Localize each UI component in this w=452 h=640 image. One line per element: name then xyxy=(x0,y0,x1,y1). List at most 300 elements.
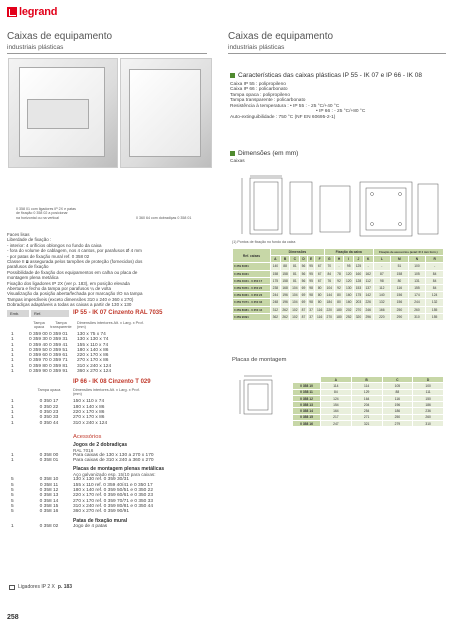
value-cell: 56 xyxy=(301,278,306,283)
value-cell: 76 xyxy=(324,277,334,284)
value-cell: 155 xyxy=(426,306,444,313)
ref-cell: 0 358 00 xyxy=(39,452,59,458)
dimensions-table xyxy=(232,248,444,321)
emb-cell: 5 xyxy=(11,488,14,494)
value-cell: 116 xyxy=(315,306,324,313)
photo-caption-left: 0 358 01 com ligadores IP 2X e patas de fixação 0 358 02 a posicionar na horizontal ou na vertical xyxy=(16,207,76,220)
green-square-icon xyxy=(230,73,235,78)
ref-header: Ref. xyxy=(31,310,69,317)
ref-cell: 0 358 10 xyxy=(293,383,321,389)
value-cell: - xyxy=(334,263,344,270)
value-cell: 271 xyxy=(351,414,382,420)
characteristics-section xyxy=(230,72,444,121)
value-cell: 114 xyxy=(321,383,352,389)
dimensions-cell: 130 x 130 x 74 xyxy=(77,337,109,343)
ref-cell: 0 359 80/81 - 0 350 44 xyxy=(233,306,271,313)
dim-column-header: C xyxy=(290,256,300,263)
value-cell: 98 xyxy=(373,277,391,284)
hinges-note: RAL 7016 xyxy=(73,447,94,453)
description-cell: 310 x 240 ref. 0 359 80/81 e 0 350 44 xyxy=(73,503,154,509)
ref-cell: 0 359 70/71 - 0 350 33 xyxy=(233,299,271,306)
ref-cell: 0 350 33 xyxy=(39,415,59,421)
value-cell: - xyxy=(363,263,373,270)
value-cell: 98 xyxy=(309,286,313,291)
ref-cell: 0 358 14 xyxy=(39,498,59,504)
value-cell: 150 xyxy=(413,395,444,401)
value-cell: 98 xyxy=(309,300,313,305)
value-cell: 84 xyxy=(426,270,444,277)
value-cell: 252 xyxy=(344,313,354,320)
emb-cell: 1 xyxy=(11,342,14,348)
value-cell: 180 xyxy=(334,306,344,313)
dimensions-cell: 155 x 110 x 74 xyxy=(77,342,109,348)
ip66-rows xyxy=(7,399,221,425)
emb-cell: 1 xyxy=(11,409,14,415)
value-cell: 158 xyxy=(271,270,281,277)
emb-cell: 5 xyxy=(11,503,14,509)
value-cell: 244 xyxy=(271,292,281,299)
value-cell: 80 xyxy=(315,299,324,306)
ref-transparent-cell: 0 359 41 xyxy=(49,342,68,348)
plate-drawing xyxy=(236,372,280,418)
value-cell: 69 xyxy=(301,293,306,298)
value-cell: 254 xyxy=(351,408,382,414)
value-cell: 153 xyxy=(354,284,364,291)
value-cell: 128 xyxy=(354,277,364,284)
value-cell: 236 xyxy=(413,408,444,414)
dimensions-cell: 270 x 170 x 86 xyxy=(73,415,105,421)
value-cell: 51 xyxy=(391,263,409,270)
dim-column-header: A xyxy=(271,256,281,263)
value-cell: 160 xyxy=(344,292,354,299)
value-cell: 144 xyxy=(324,292,334,299)
ref-transparent-cell: 0 359 31 xyxy=(49,337,68,343)
table-row xyxy=(233,277,444,284)
dim-column-header: H xyxy=(334,256,344,263)
value-cell: 132 xyxy=(373,299,391,306)
ref-cell: 0 358 12 xyxy=(39,488,59,494)
value-cell: 203 xyxy=(354,299,364,306)
emb-cell: 1 xyxy=(11,347,14,353)
value-cell: 160 xyxy=(344,299,354,306)
value-cell: 56 xyxy=(301,271,306,276)
value-cell: 70 xyxy=(324,263,334,270)
table-row xyxy=(293,421,444,427)
ref-cell: 0 358 10 xyxy=(39,477,59,483)
value-cell: 104 xyxy=(290,284,300,291)
value-cell: 320 xyxy=(354,313,364,320)
value-cell: 114 xyxy=(351,383,382,389)
right-title: Caixas de equipamento xyxy=(228,31,334,42)
value-cell: 100 xyxy=(413,383,444,389)
value-cell: 310 xyxy=(408,313,426,320)
value-cell: 174 xyxy=(408,292,426,299)
wall-feet-rows xyxy=(7,524,221,529)
wall-feet-title: Patas de fixação mural xyxy=(73,517,128,524)
dim-column-header: F xyxy=(315,256,324,263)
dim-column-header: B xyxy=(280,256,290,263)
value-cell: 87 xyxy=(301,307,306,312)
left-divider xyxy=(7,53,207,54)
value-cell: 98 xyxy=(309,293,313,298)
table-row xyxy=(233,284,444,291)
emb-cell: 1 xyxy=(11,337,14,343)
value-cell: 156 xyxy=(391,299,409,306)
ref-cell: 0 358 11 xyxy=(293,389,321,395)
drawing-back-view xyxy=(360,182,412,236)
value-cell: 250 xyxy=(391,306,409,313)
emb-cell: 1 xyxy=(11,452,14,458)
value-cell: 88 xyxy=(382,389,413,395)
value-cell: 140 xyxy=(373,292,391,299)
value-cell: 158 xyxy=(280,277,290,284)
dimensions-title: Dimensões (em mm) xyxy=(238,150,299,157)
drawing-front-view xyxy=(250,178,282,234)
plates-note: Aço galvanizado esp. 15/10 para caixas: xyxy=(73,472,156,478)
value-cell: 248 xyxy=(271,299,281,306)
emb-cell: 1 xyxy=(11,404,14,410)
accessories-block xyxy=(73,434,221,453)
value-cell: 111 xyxy=(413,389,444,395)
value-cell: 69 xyxy=(301,286,306,291)
table-row xyxy=(233,313,444,320)
dimensions-cell: 220 x 170 x 86 xyxy=(77,353,109,359)
ref-cell: 0 350 22 xyxy=(39,404,59,410)
order-row xyxy=(7,369,221,374)
value-cell: 260 xyxy=(408,306,426,313)
value-cell: 78 xyxy=(334,270,344,277)
value-cell: 88 xyxy=(280,263,290,270)
value-cell: 84 xyxy=(426,277,444,284)
emb-cell: 5 xyxy=(11,509,14,515)
value-cell: 158 xyxy=(391,270,409,277)
dimensions-note: (1) Pontos de fixação no fundo da caixa xyxy=(232,240,296,244)
value-cell: 116 xyxy=(315,313,324,320)
dim-column-header: D xyxy=(300,256,308,263)
value-cell: 260 xyxy=(413,414,444,420)
left-subtitle: industriais plásticas xyxy=(7,44,64,51)
value-cell: 87 xyxy=(373,270,391,277)
dimensions-body xyxy=(233,263,444,321)
plates-rows xyxy=(7,477,221,514)
value-cell: 84 xyxy=(426,284,444,291)
ref-cell: 0 358 16 xyxy=(39,509,59,515)
emb-cell: 5 xyxy=(11,493,14,499)
caixas-label: Caixas xyxy=(230,158,245,164)
value-cell: 67 xyxy=(315,277,324,284)
accessory-row xyxy=(7,458,221,463)
description-cell: 270 x 170 ref. 0 359 70/71 e 0 350 33 xyxy=(73,498,154,504)
dimensions-header: Dimensões xyxy=(271,249,325,256)
value-cell: 92 xyxy=(334,277,344,284)
value-cell: 81 xyxy=(290,270,300,277)
value-cell: 217 xyxy=(321,414,352,420)
plate-column-header: C xyxy=(382,377,413,383)
ref-opaque-cell: 0 359 30 xyxy=(29,337,48,343)
ip55-rows xyxy=(7,332,221,374)
value-cell: 116 xyxy=(391,284,409,291)
dim-column-header: I xyxy=(344,256,354,263)
ref-opaque-cell: 0 359 40 xyxy=(29,342,48,348)
value-cell: 196 xyxy=(280,292,290,299)
page-ref-link[interactable]: p. 183 xyxy=(57,584,73,590)
legrand-logo-mark xyxy=(7,7,17,17)
value-cell: 158 xyxy=(280,270,290,277)
value-cell: 116 xyxy=(382,395,413,401)
value-cell: 131 xyxy=(408,277,426,284)
ref-cell: 0 359 60/61 xyxy=(233,263,271,270)
ip66-title: IP 66 - IK 08 Cinzento T 029 xyxy=(73,379,151,386)
plate-column-header: B xyxy=(351,377,382,383)
value-cell: 220 xyxy=(373,313,391,320)
value-cell: 95 xyxy=(309,271,313,276)
table-row xyxy=(233,292,444,299)
ip55-col-headers: Tampa opaca Tampa transparente Dimensões interiores Alt. x Larg. x Prof. (mm) xyxy=(33,321,144,329)
value-cell: - xyxy=(373,263,391,270)
page-ref-icon xyxy=(9,585,15,590)
ref-cell: 0 359 30/31 xyxy=(233,270,271,277)
green-square-icon xyxy=(230,151,235,156)
legrand-logo xyxy=(7,6,57,18)
value-cell: 186 xyxy=(382,408,413,414)
value-cell: 156 xyxy=(391,292,409,299)
value-cell: 140 xyxy=(271,263,281,270)
dim-column-header: M xyxy=(391,256,409,263)
ref-cell: 0 350 17 xyxy=(39,399,59,405)
emb-cell: 1 xyxy=(11,399,14,405)
dimensions-cell: 220 x 170 x 86 xyxy=(73,409,105,415)
accessory-row xyxy=(7,509,221,514)
characteristics-title: Características das caixas plásticas IP 55 - IK 07 e IP 66 - IK 08 xyxy=(238,72,423,79)
characteristics-list: Caixa IP 55 : polipropileno Caixa IP 66 : policarbonato Tampa opaca : polipropileno Tampa transparente : policarbonato Resistência à temperatura : • IP 55 : - 25 °C/+40 °C • IP 66 : - 25 °C/+80 °C Auto-extinguibilidade : 750 °C (NF EN 60695-2-1) xyxy=(230,81,366,121)
ip66-col-headers: Tampa opaca Dimensões interiores Alt. x Larg. x Prof. (mm) xyxy=(37,388,140,397)
value-cell: 105 xyxy=(382,383,413,389)
description-cell: 130 x 130 ref. 0 359 30/31 xyxy=(73,477,130,483)
ref-cell: 0 350 23 xyxy=(39,409,59,415)
table-row xyxy=(233,263,444,270)
value-cell: 202 xyxy=(344,306,354,313)
value-cell: 69 xyxy=(301,300,306,305)
value-cell: 112 xyxy=(363,277,373,284)
value-cell: 95 xyxy=(309,264,313,269)
value-cell: 238 xyxy=(271,284,281,291)
value-cell: 162 xyxy=(363,270,373,277)
value-cell: 155 xyxy=(426,313,444,320)
order-row xyxy=(7,421,221,426)
value-cell: 67 xyxy=(315,270,324,277)
value-cell: 37 xyxy=(309,307,313,312)
value-cell: 95 xyxy=(344,263,354,270)
value-cell: 160 xyxy=(354,270,364,277)
ref-cell: 0 358 01 xyxy=(39,458,59,464)
description-cell: Para caixas de 130 x 130 a 270 x 170 xyxy=(73,452,154,458)
value-cell: 92 xyxy=(334,284,344,291)
table-row xyxy=(233,299,444,306)
value-cell: 196 xyxy=(280,299,290,306)
plates-table xyxy=(292,376,444,427)
value-cell: 362 xyxy=(271,313,281,320)
value-cell: 84 xyxy=(321,389,352,395)
value-cell: 67 xyxy=(315,263,324,270)
value-cell: 246 xyxy=(363,306,373,313)
accessory-row xyxy=(7,524,221,529)
value-cell: 154 xyxy=(321,402,352,408)
dim-column-header: N xyxy=(408,256,426,263)
value-cell: 95 xyxy=(309,278,313,283)
ref-opaque-cell: 0 359 60 xyxy=(29,353,48,359)
value-cell: 104 xyxy=(290,299,300,306)
ref-cell: 0 358 11 xyxy=(39,482,59,488)
emb-cell: 1 xyxy=(11,353,14,359)
ref-cell: 0 359 60/61 - 0 350 23 xyxy=(233,292,271,299)
value-cell: 120 xyxy=(344,277,354,284)
value-cell: 102 xyxy=(290,313,300,320)
value-cell: 112 xyxy=(373,284,391,291)
product-photo-left xyxy=(8,58,118,168)
drawing-side-view xyxy=(290,182,312,234)
value-cell: 175 xyxy=(271,277,281,284)
page-number: 258 xyxy=(7,614,19,621)
legrand-logo-text: legrand xyxy=(19,6,58,18)
description-cell: 180 x 140 ref. 0 359 50/51 e 0 350 22 xyxy=(73,488,154,494)
dim-column-header: L xyxy=(373,256,391,263)
ref-cell: 0 358 13 xyxy=(293,402,321,408)
value-cell: 204 xyxy=(351,402,382,408)
value-cell: 80 xyxy=(315,292,324,299)
right-divider xyxy=(228,53,446,54)
photo-caption-right: 0 360 64 com dobradiças 0 358 01 xyxy=(136,216,192,220)
box-technical-drawing xyxy=(232,174,444,238)
ref-opaque-cell: 0 359 00 xyxy=(29,332,48,337)
value-cell: 84 xyxy=(324,270,334,277)
dim-column-header: J xyxy=(354,256,364,263)
dimensions-cell: 150 x 110 x 74 xyxy=(73,399,105,405)
ref-opaque-cell: 0 359 80 xyxy=(29,363,48,369)
ip55-title: IP 55 - IK 07 Cinzento RAL 7035 xyxy=(73,310,163,316)
emb-header: Emb. xyxy=(7,310,29,317)
value-cell: 80 xyxy=(334,299,344,306)
value-cell: 270 xyxy=(324,313,334,320)
hinges-title: Jogos de 2 dobradiças xyxy=(73,441,128,448)
value-cell: 142 xyxy=(363,292,373,299)
ref-cell: 0 358 12 xyxy=(293,395,321,401)
ref-opaque-cell: 0 359 90 xyxy=(29,369,48,375)
dim-column-header: K xyxy=(363,256,373,263)
hinges-rows xyxy=(7,453,221,464)
ref-transparent-cell: 0 359 51 xyxy=(49,347,68,353)
ref-cell: 0 358 16 xyxy=(293,421,321,427)
right-header xyxy=(228,31,333,51)
ref-transparent-cell: 0 359 71 xyxy=(49,358,68,364)
value-cell: 130 xyxy=(344,284,354,291)
value-cell: 56 xyxy=(301,264,306,269)
value-cell: 180 xyxy=(334,313,344,320)
ref-cell: 0 359 40/41 - 0 350 17 xyxy=(233,277,271,284)
product-photo-right xyxy=(120,58,212,168)
emb-cell: 1 xyxy=(11,415,14,421)
emb-cell: 1 xyxy=(11,458,14,464)
dimensions-cell: 180 x 140 x 86 xyxy=(77,347,109,353)
dimensions-cell: 180 x 140 x 86 xyxy=(73,404,105,410)
dim-column-header: R xyxy=(426,256,444,263)
value-cell: 81 xyxy=(290,263,300,270)
value-cell: 125 xyxy=(354,263,364,270)
value-cell: 124 xyxy=(426,292,444,299)
value-cell: 321 xyxy=(351,421,382,427)
value-cell: 270 xyxy=(354,306,364,313)
value-cell: 124 xyxy=(321,395,352,401)
drawing-section-view xyxy=(320,186,350,232)
emb-cell: 5 xyxy=(11,482,14,488)
description-cell: 155 x 110 ref. 0 359 40/41 e 0 350 17 xyxy=(73,482,153,488)
value-cell: 296 xyxy=(363,313,373,320)
fixing-acc-header: Fixação de acessórios (axial: Ø 4 mm form.) xyxy=(373,249,443,256)
value-cell: 80 xyxy=(391,277,409,284)
value-cell: 104 xyxy=(290,292,300,299)
ref-cell: 0 358 02 xyxy=(39,523,59,529)
value-cell: 175 xyxy=(354,292,364,299)
dim-column-header: E xyxy=(307,256,315,263)
value-cell: 312 xyxy=(271,306,281,313)
dimensions-section xyxy=(230,150,444,164)
value-cell: 164 xyxy=(351,395,382,401)
value-cell: 310 xyxy=(413,421,444,427)
value-cell: 244 xyxy=(408,299,426,306)
plate-column-header: A xyxy=(321,377,352,383)
value-cell: 80 xyxy=(315,284,324,291)
dimensions-cell: 270 x 170 x 86 xyxy=(77,358,109,364)
value-cell: 250 xyxy=(382,414,413,420)
ref-cell: 0 358 14 xyxy=(293,408,321,414)
order-header xyxy=(7,310,221,317)
features-list: Faces lisas Liberdade de fixação : - interior: 4 orifícios oblongos no fundo da caixa - fora do volume de cablagem, nos 4 cantos, por parafusos Ø 4 mm - por patas de fixação mural ref. 0 358 02 Classe II ⧈ assegurada pelos tampões de proteção (fornecidos) dos parafusos de fixação Possibilidade de fixação dos equipamentos em calha ou placa de montagem plena metálica Fixação dos ligadores IP 2X (ver p. 183), em posição elevada Abertura e fecho da tampa por parafusos ¼ de volta Visualização da posição aberta/fechada por marcação I/O na tampa Tampas imperdíveis (exceto dimensões 310 x 240 e 360 x 270) Dobradiças adaptáveis a todas as caixas a partir de 130 x 130 xyxy=(7,232,143,308)
emb-cell: 1 xyxy=(11,369,14,375)
value-cell: 37 xyxy=(309,314,313,319)
value-cell: 247 xyxy=(321,421,352,427)
value-cell: 279 xyxy=(382,421,413,427)
ref-cell: 0 358 15 xyxy=(39,503,59,509)
value-cell: - xyxy=(426,263,444,270)
ref-cell: 0 359 90/91 xyxy=(233,313,271,320)
value-cell: 80 xyxy=(334,292,344,299)
value-cell: 129 xyxy=(351,389,382,395)
dimensions-cell: 360 x 270 x 124 xyxy=(77,369,112,375)
footer-note: Ligadores IP 2 X p. 183 xyxy=(9,584,72,590)
value-cell: 81 xyxy=(290,277,300,284)
ref-transparent-cell: 0 359 01 xyxy=(49,332,68,337)
plate-column-header: D xyxy=(413,377,444,383)
value-cell: 102 xyxy=(290,306,300,313)
value-cell: 196 xyxy=(382,402,413,408)
dim-column-header: G xyxy=(324,256,334,263)
value-cell: 262 xyxy=(280,306,290,313)
dimensions-cell: 130 x 75 x 74 xyxy=(77,332,106,337)
ref-opaque-cell: 0 359 70 xyxy=(29,358,48,364)
value-cell: 226 xyxy=(363,299,373,306)
ref-transparent-cell: 0 359 61 xyxy=(49,353,68,359)
ref-cell: 0 359 50/51 - 0 350 22 xyxy=(233,284,271,291)
ref-cell: 0 350 44 xyxy=(39,420,59,426)
value-cell: 87 xyxy=(301,314,306,319)
plates-drawing-title: Placas de montagem xyxy=(232,357,287,363)
emb-cell: 1 xyxy=(11,332,14,337)
emb-cell: 5 xyxy=(11,498,14,504)
value-cell: 166 xyxy=(373,306,391,313)
description-cell: Jogo de 4 patas xyxy=(73,523,108,529)
description-cell: Para caixas de 310 x 240 a 360 x 270 xyxy=(73,458,154,464)
table-row xyxy=(233,306,444,313)
left-header xyxy=(7,31,112,51)
